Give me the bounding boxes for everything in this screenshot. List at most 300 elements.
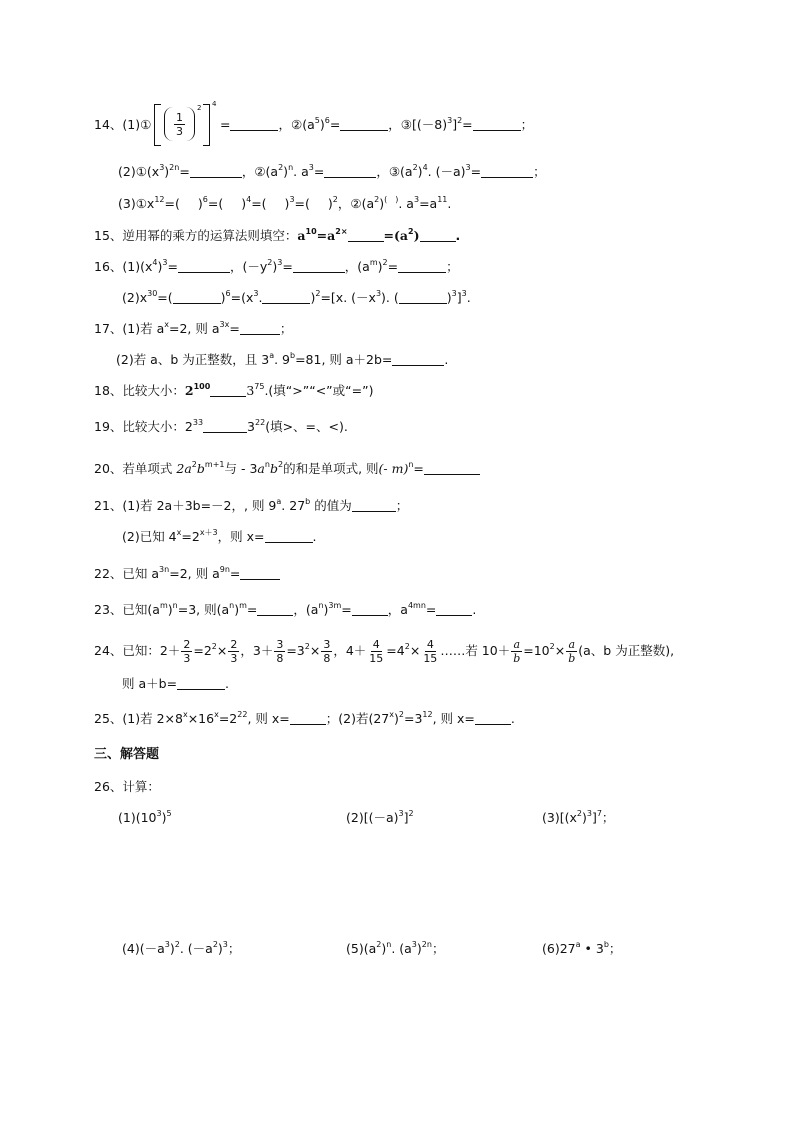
text: 17、(1)若 a	[94, 321, 165, 336]
answer-blank[interactable]	[324, 163, 376, 178]
exponent: x＋3	[199, 528, 218, 537]
q26-item-2	[346, 809, 414, 827]
text: ；	[608, 941, 622, 956]
text: ×	[554, 643, 566, 658]
text: ). (	[381, 290, 399, 305]
frac-denominator: 8	[276, 652, 284, 665]
q22-line	[94, 565, 280, 583]
frac-denominator: 3	[183, 652, 191, 665]
exponent: n	[408, 460, 414, 469]
text: b	[196, 461, 205, 476]
text: ]	[452, 117, 458, 132]
equals: =	[282, 259, 293, 274]
text: )	[417, 164, 423, 179]
q15-text: 15、逆用幂的乘方的运算法则填空：	[94, 228, 298, 243]
exponent: 5	[314, 116, 320, 125]
equals: =	[313, 164, 325, 179]
text: ]	[456, 290, 462, 305]
text: =(	[294, 196, 310, 211]
text: )	[197, 196, 203, 211]
text: a	[297, 228, 306, 243]
left-square-bracket	[154, 104, 161, 146]
exponent: 2	[404, 642, 410, 651]
frac-numerator: 2	[230, 638, 238, 651]
text: . (－a)	[427, 164, 466, 179]
exponent: ( )	[384, 195, 399, 204]
text: )	[381, 941, 387, 956]
exponent: 3	[308, 163, 314, 172]
text: ；	[227, 941, 241, 956]
answer-blank[interactable]	[348, 227, 384, 242]
exponent: n	[229, 601, 235, 610]
answer-blank[interactable]	[473, 116, 521, 131]
equals: =	[413, 461, 424, 476]
text: • 3	[580, 941, 604, 956]
exponent: 3	[277, 258, 283, 267]
text: ×	[216, 643, 228, 658]
exponent: 2n	[421, 940, 432, 949]
exponent: b	[603, 940, 609, 949]
text: )	[234, 602, 240, 617]
answer-blank[interactable]	[398, 258, 446, 273]
equals: =	[167, 259, 178, 274]
fraction	[274, 638, 285, 665]
exponent: 6	[324, 116, 330, 125]
exponent: 3	[465, 163, 471, 172]
text: . a	[293, 164, 309, 179]
text: ×	[309, 643, 321, 658]
text: .	[466, 290, 471, 305]
text: )	[446, 290, 452, 305]
text: ，则 x=	[217, 529, 265, 544]
equals: =	[329, 117, 341, 132]
answer-blank[interactable]	[424, 460, 480, 475]
text: . (－a	[179, 941, 213, 956]
text: )	[413, 228, 420, 243]
fraction	[367, 638, 385, 665]
answer-blank[interactable]	[190, 163, 242, 178]
exponent: n	[288, 163, 294, 172]
exponent: 2	[457, 116, 463, 125]
exponent: 3	[447, 116, 453, 125]
exponent: 3	[411, 940, 417, 949]
text: 18、比较大小：	[94, 383, 185, 398]
text: ；(2)若(27	[325, 711, 390, 726]
text: 25、(1)若 2×8	[94, 711, 183, 726]
frac-denominator: 8	[323, 652, 331, 665]
text: (2)若 a、b 为正整数，且 3	[116, 352, 270, 367]
text: 的值为	[310, 498, 352, 513]
exponent: 12	[422, 710, 433, 719]
text: 24、已知：2＋	[94, 643, 181, 658]
answer-blank[interactable]	[230, 116, 278, 131]
answer-blank[interactable]	[352, 601, 388, 616]
exponent: 4mn	[407, 601, 426, 610]
text: =2, 则 a	[168, 321, 220, 336]
text: (4)(－a	[122, 941, 165, 956]
right-paren	[186, 107, 195, 141]
exponent: 6	[202, 195, 208, 204]
q15-line	[94, 227, 460, 245]
q24-line1	[94, 636, 674, 666]
exponent: m	[239, 601, 247, 610]
semicolon: ；	[520, 117, 534, 132]
text: 21、(1)若 2a＋3b=－2，, 则 9	[94, 498, 277, 513]
text: =[x. (－x	[320, 290, 376, 305]
text: .	[455, 228, 461, 243]
q14-line2	[118, 163, 546, 181]
q14-line1	[94, 116, 151, 134]
text: (2)已知 4	[122, 529, 177, 544]
text: .(填“>”“<”或“=”)	[264, 383, 374, 398]
q19-line	[94, 418, 348, 436]
text: )	[327, 196, 333, 211]
text: ×	[409, 643, 421, 658]
equals: =	[229, 321, 240, 336]
q20-line	[94, 460, 480, 478]
text: =3	[403, 711, 423, 726]
text: =a	[316, 228, 336, 243]
q26-item-4	[122, 940, 240, 958]
text: (3)①x	[118, 196, 155, 211]
text: )	[164, 164, 170, 179]
text: =(	[164, 196, 180, 211]
text: )	[161, 810, 167, 825]
equals: =	[462, 117, 473, 132]
equals: =	[425, 602, 437, 617]
exponent: 100	[193, 382, 211, 391]
exponent: m	[369, 258, 378, 267]
semicolon: ；	[446, 259, 459, 274]
q18-line	[94, 382, 373, 400]
text: 16、(1)(x	[94, 259, 153, 274]
semicolon: ；	[533, 164, 546, 179]
q24-line2	[122, 675, 229, 693]
exponent: 3	[586, 809, 592, 818]
text: 3	[246, 383, 255, 398]
exponent: n	[264, 460, 270, 469]
text: (填>、=、<).	[265, 419, 348, 434]
text: =81, 则 a＋2b=	[295, 352, 393, 367]
text: )	[169, 941, 175, 956]
answer-blank[interactable]	[240, 320, 280, 335]
text: ]	[591, 810, 597, 825]
text: =(	[157, 290, 173, 305]
text: 的和是单项式, 则	[283, 461, 379, 476]
text: (2)[(－a)	[346, 810, 399, 825]
answer-blank[interactable]	[177, 675, 225, 690]
fraction	[228, 638, 239, 665]
exponent: 2	[576, 809, 582, 818]
text: , 则 x=	[247, 711, 290, 726]
frac-denominator: 15	[369, 652, 384, 665]
q17-line1	[94, 320, 292, 338]
equals: =	[220, 117, 231, 132]
text: ；	[601, 810, 615, 825]
exponent: 2	[398, 710, 404, 719]
text: ，(－y	[229, 259, 268, 274]
text: =(	[251, 196, 267, 211]
q25-line	[94, 710, 515, 728]
exponent: 2	[374, 195, 380, 204]
exponent: 7	[596, 809, 602, 818]
answer-blank[interactable]	[210, 382, 246, 397]
fraction	[181, 638, 192, 665]
text: (- m)	[378, 461, 409, 476]
answer-blank[interactable]	[392, 351, 444, 366]
text: )	[167, 602, 173, 617]
exponent: 3	[164, 940, 170, 949]
q26-item-6	[542, 940, 621, 958]
exponent: 3x	[219, 320, 230, 329]
text: .	[225, 676, 230, 691]
equals: =	[246, 602, 258, 617]
answer-blank[interactable]	[340, 116, 388, 131]
text: )	[323, 602, 329, 617]
text: =2	[218, 711, 238, 726]
exponent: m	[159, 601, 168, 610]
text: (5)(a	[346, 941, 377, 956]
text: 19、比较大小：2	[94, 419, 193, 434]
text: ，4＋	[333, 643, 367, 658]
text: ，(a	[344, 259, 370, 274]
q17-line2	[116, 351, 448, 369]
fraction	[566, 638, 577, 665]
frac-denominator: 3	[230, 652, 238, 665]
text: )	[393, 711, 399, 726]
exponent: x	[389, 710, 394, 719]
text: .	[258, 290, 263, 305]
frac-denominator: 3	[176, 125, 183, 138]
text: ，②(a	[337, 196, 375, 211]
equals: =	[341, 602, 352, 617]
q26-title: 26、计算：	[94, 779, 160, 794]
text: , 则 x=	[432, 711, 475, 726]
exponent: m+1	[204, 460, 225, 469]
text: (2)①(x	[118, 164, 160, 179]
text: =3	[286, 643, 305, 658]
text: .	[312, 529, 317, 544]
text: )	[220, 290, 226, 305]
exponent: x	[182, 710, 188, 719]
left-paren	[164, 107, 173, 141]
text: =3, 则(a	[177, 602, 230, 617]
exponent: 22	[237, 710, 248, 719]
frac-denominator: 15	[423, 652, 438, 665]
exponent: 3	[461, 289, 467, 298]
q26-item-3	[542, 809, 614, 827]
text: ，(a	[293, 602, 319, 617]
exponent: 3	[375, 289, 382, 298]
exponent: 2×	[335, 227, 348, 236]
text: ，a	[387, 602, 408, 617]
exponent: 3	[413, 195, 420, 204]
exponent: b	[305, 497, 311, 506]
text: . 9	[274, 352, 290, 367]
exponent: 2	[549, 642, 555, 651]
exponent: 3	[159, 163, 165, 172]
frac-denominator: b	[568, 652, 576, 665]
text: ；	[431, 941, 445, 956]
frac-numerator: a	[568, 638, 576, 651]
text: 2a	[176, 461, 192, 476]
semicolon: ；	[279, 321, 293, 336]
exponent: 2	[277, 460, 284, 469]
text: . a	[398, 196, 414, 211]
q14-part2: ，②(a	[278, 117, 315, 132]
text: (a、b 为正整数),	[578, 643, 675, 658]
text: ……若 10＋	[440, 643, 511, 658]
fraction	[421, 638, 439, 665]
text: .	[510, 711, 515, 726]
text: )	[416, 941, 422, 956]
exponent: a	[575, 940, 581, 949]
text: )	[283, 164, 289, 179]
exponent: 33	[192, 418, 204, 427]
exponent: 2	[278, 163, 284, 172]
exponent: 3n	[159, 565, 170, 574]
exponent: 3	[156, 809, 162, 818]
text: )	[217, 941, 223, 956]
q26-item-1	[118, 809, 172, 827]
text: )	[581, 810, 587, 825]
text: (6)27	[542, 941, 576, 956]
text: 3	[247, 419, 255, 434]
exponent: 2	[382, 258, 388, 267]
exponent: 4	[246, 195, 252, 204]
q14-number: 14、(1)①	[94, 117, 152, 132]
text: )	[377, 259, 383, 274]
exponent: 30	[147, 289, 158, 298]
exponent: 3	[253, 289, 259, 298]
exponent: 2	[408, 227, 414, 236]
exponent: 2	[211, 642, 217, 651]
exponent: 2	[212, 940, 218, 949]
text: )	[379, 196, 385, 211]
answer-blank[interactable]	[475, 710, 511, 725]
exponent: n	[318, 601, 324, 610]
exponent: 22	[255, 418, 266, 427]
text: )	[157, 259, 163, 274]
equals: =	[179, 164, 190, 179]
answer-blank[interactable]	[290, 710, 326, 725]
text: 2	[184, 383, 194, 398]
fraction-one-third	[174, 111, 185, 138]
text: =2	[181, 529, 200, 544]
exponent: 2	[315, 289, 321, 298]
q23-line	[94, 601, 476, 619]
answer-blank[interactable]	[240, 565, 280, 580]
answer-blank[interactable]	[293, 258, 345, 273]
text: 22、已知 a	[94, 566, 160, 581]
exponent: 5	[166, 809, 172, 818]
frac-denominator: b	[513, 652, 521, 665]
exponent: a	[269, 351, 275, 360]
answer-blank[interactable]	[203, 418, 247, 433]
answer-blank[interactable]	[399, 289, 447, 304]
exponent: 2n	[169, 163, 180, 172]
answer-blank[interactable]	[436, 601, 472, 616]
text: =(	[207, 196, 224, 211]
answer-blank[interactable]	[178, 258, 230, 273]
frac-numerator: 3	[323, 638, 331, 651]
exponent: 3	[451, 289, 457, 298]
exponent: x	[176, 528, 182, 537]
text: )	[284, 196, 290, 211]
exponent: 3	[222, 940, 228, 949]
q16-line1	[94, 258, 459, 276]
text: .	[444, 352, 449, 367]
exponent: 11	[437, 195, 448, 204]
frac-numerator: 3	[276, 638, 284, 651]
exponent: 12	[154, 195, 165, 204]
exponent: 2	[408, 809, 414, 818]
exponent: 2	[174, 940, 180, 949]
exponent: 4	[422, 163, 428, 172]
text: a	[257, 461, 265, 476]
text: =(x	[230, 290, 254, 305]
q21-line2	[122, 528, 316, 546]
answer-blank[interactable]	[257, 601, 293, 616]
text: ，3＋	[240, 643, 274, 658]
exponent: 75	[254, 382, 265, 391]
exponent: 2	[191, 460, 197, 469]
q26-item-5	[346, 940, 444, 958]
text: )	[272, 259, 278, 274]
section-heading-3: 三、解答题	[94, 747, 160, 762]
answer-blank[interactable]	[352, 497, 396, 512]
answer-blank[interactable]	[420, 227, 456, 242]
exponent: n	[386, 940, 392, 949]
exponent: 3	[162, 258, 168, 267]
frac-numerator: a	[513, 638, 520, 651]
inner-exponent: 2	[197, 104, 202, 112]
text: ]	[403, 810, 409, 825]
exponent: 2	[332, 195, 338, 204]
answer-blank[interactable]	[262, 289, 310, 304]
fraction	[511, 638, 522, 665]
text: =10	[523, 643, 550, 658]
answer-blank[interactable]	[481, 163, 533, 178]
text: (2)x	[122, 290, 148, 305]
exponent: n	[172, 601, 178, 610]
q14-line1-rest	[220, 116, 533, 134]
q14-bracket-expression	[154, 100, 218, 148]
frac-numerator: 1	[176, 111, 183, 124]
equals: =	[470, 164, 482, 179]
text: (1)(10	[118, 810, 157, 825]
text: )	[319, 117, 325, 132]
exponent: 3m	[328, 601, 342, 610]
exponent: 2	[412, 163, 418, 172]
text: .	[447, 196, 452, 211]
text: =a	[419, 196, 438, 211]
exponent: 3	[289, 195, 295, 204]
answer-blank[interactable]	[265, 528, 313, 543]
text: ，③(a	[376, 164, 413, 179]
frac-numerator: 2	[183, 638, 191, 651]
text: =4	[386, 643, 405, 658]
text: ，②(a	[241, 164, 279, 179]
equals: =	[229, 566, 241, 581]
frac-numerator: 4	[426, 638, 434, 651]
text: (3)[(x	[542, 810, 577, 825]
answer-blank[interactable]	[173, 289, 221, 304]
text: =(a	[383, 228, 409, 243]
q21-line1	[94, 497, 408, 515]
frac-numerator: 4	[372, 638, 380, 651]
text: 20、若单项式	[94, 461, 177, 476]
